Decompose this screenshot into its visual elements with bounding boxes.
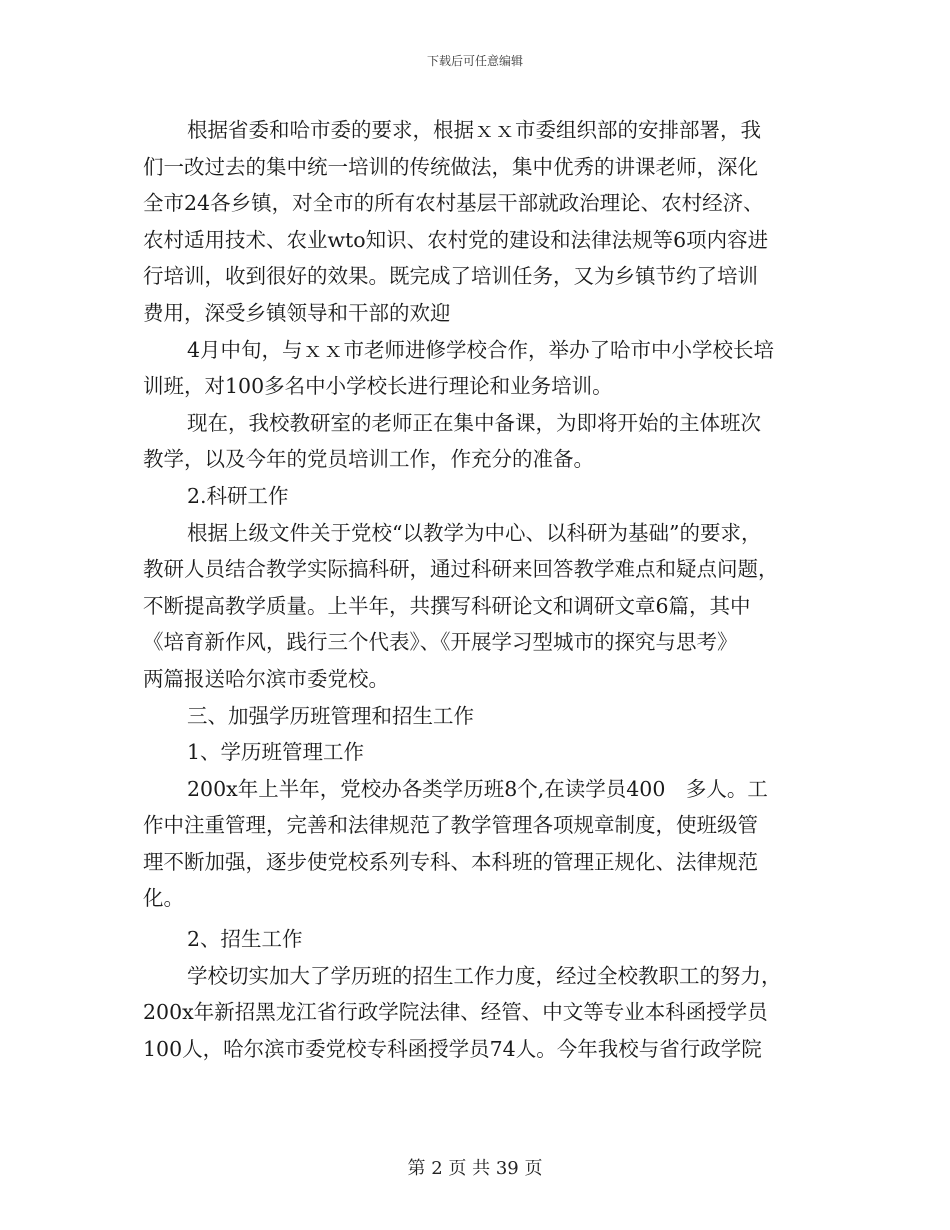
paragraph-line: 理不断加强，逐步使党校系列专科、本科班的管理正规化、法律规范 xyxy=(143,849,758,874)
paragraph-line: 100人，哈尔滨市委党校专科函授学员74人。今年我校与省行政学院 xyxy=(143,1036,762,1061)
paragraph-line: 作中注重管理，完善和法律规范了教学管理各项规章制度，使班级管 xyxy=(143,813,758,838)
paragraph-line: 全市24各乡镇，对全市的所有农村基层干部就政治理论、农村经济、 xyxy=(143,191,764,216)
paragraph-line: 教学，以及今年的党员培训工作，作充分的准备。 xyxy=(143,447,594,472)
paragraph-line: 现在，我校教研室的老师正在集中备课，为即将开始的主体班次 xyxy=(187,410,761,435)
paragraph-line: 们一改过去的集中统一培训的传统做法，集中优秀的讲课老师，深化 xyxy=(143,154,758,179)
paragraph-line: 化。 xyxy=(143,886,184,911)
paragraph-line: 农村适用技术、农业wto知识、农村党的建设和法律法规等6项内容进 xyxy=(143,227,769,252)
paragraph-line: 教研人员结合教学实际搞科研，通过科研来回答教学难点和疑点问题， xyxy=(143,557,779,582)
page-footer: 第 2 页 共 39 页 xyxy=(407,1158,543,1179)
paragraph-line: 根据省委和哈市委的要求，根据ｘｘ市委组织部的安排部署，我 xyxy=(187,118,761,142)
paragraph-line: 行培训，收到很好的效果。既完成了培训任务，又为乡镇节约了培训 xyxy=(143,264,758,289)
subsection-heading: 1、学历班管理工作 xyxy=(187,740,365,765)
paragraph-line: 训班，对100多名中小学校长进行理论和业务培训。 xyxy=(143,374,613,399)
paragraph-line: 200x年上半年，党校办各类学历班8个,在读学员400 多人。工 xyxy=(187,776,768,801)
paragraph-line: 费用，深受乡镇领导和干部的欢迎 xyxy=(143,300,451,325)
document-body xyxy=(143,112,808,1067)
paragraph-line: 学校切实加大了学历班的招生工作力度，经过全校教职工的努力， xyxy=(187,963,782,988)
paragraph-line: 根据上级文件关于党校“以教学为中心、以科研为基础”的要求， xyxy=(187,520,762,545)
subsection-heading: 2、招生工作 xyxy=(187,927,303,952)
page-header: 下载后可任意编辑 xyxy=(426,54,523,68)
section-heading: 三、加强学历班管理和招生工作 xyxy=(187,703,474,728)
paragraph-line: 200x年新招黑龙江省行政学院法律、经管、中文等专业本科函授学员 xyxy=(143,1000,768,1025)
paragraph-line: 《培育新作风，践行三个代表》、《开展学习型城市的探究与思考》 xyxy=(143,630,738,655)
paragraph-line: 4月中旬，与ｘｘ市老师进修学校合作，举办了哈市中小学校长培 xyxy=(187,337,775,362)
paragraph-line: 不断提高教学质量。上半年，共撰写科研论文和调研文章6篇，其中 xyxy=(143,593,751,618)
section-heading: 2.科研工作 xyxy=(187,483,289,508)
paragraph-line: 两篇报送哈尔滨市委党校。 xyxy=(143,666,389,691)
